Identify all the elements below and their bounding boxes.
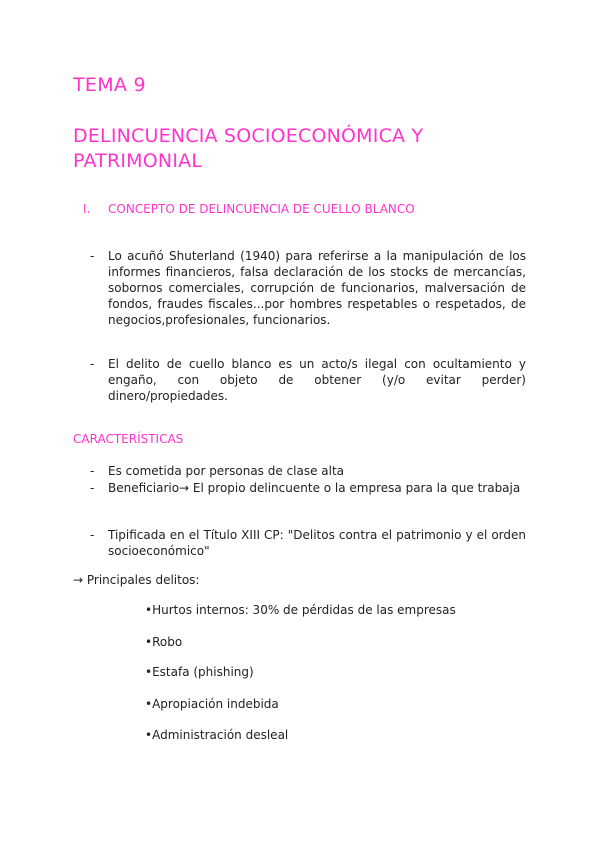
characteristic-text: Beneficiario→ El propio delincuente o la empresa para la que trabaja xyxy=(108,481,521,495)
characteristic-text: Tipificada en el Título XIII CP: "Delitos contra el patrimonio y el orden socioeconómico" xyxy=(108,528,526,558)
bullet-dash: - xyxy=(90,357,95,371)
crime-item: •Robo xyxy=(145,635,183,649)
crime-item: •Hurtos internos: 30% de pérdidas de las empresas xyxy=(145,603,456,617)
characteristic-item xyxy=(90,463,526,479)
concept-item xyxy=(90,248,526,328)
bullet-dash: - xyxy=(90,464,95,478)
concept-item-text: Lo acuñó Shuterland (1940) para referirse a la manipulación de los informes financieros, falsa declaración de los stocks de mercancías, sobornos comerciales, corrupción de funcionarios, malversación de fondos, fraudes fiscales...por hombres respetables o respetados, de negocios,profesionales, funcionarios. xyxy=(108,249,526,327)
concept-item xyxy=(90,356,526,404)
section-title: CONCEPTO DE DELINCUENCIA DE CUELLO BLANCO xyxy=(108,202,415,216)
crime-item: •Apropiación indebida xyxy=(145,697,279,711)
document-title: DELINCUENCIA SOCIOECONÓMICA Y PATRIMONIAL xyxy=(73,125,424,172)
section-heading xyxy=(83,201,415,217)
characteristic-text: Es cometida por personas de clase alta xyxy=(108,464,345,478)
bullet-dash: - xyxy=(90,481,95,495)
crimes-intro: → Principales delitos: xyxy=(73,573,200,587)
section-number: I. xyxy=(83,202,91,216)
tema-heading: TEMA 9 xyxy=(73,74,146,96)
bullet-dash: - xyxy=(90,528,95,542)
crime-item: •Administración desleal xyxy=(145,728,289,742)
crime-item: •Estafa (phishing) xyxy=(145,665,254,679)
characteristic-item xyxy=(90,527,526,559)
bullet-dash: - xyxy=(90,249,95,263)
characteristic-item xyxy=(90,480,526,496)
characteristics-heading: CARACTERÍSTICAS xyxy=(73,432,184,446)
concept-item-text: El delito de cuello blanco es un acto/s ilegal con ocultamiento y engaño, con objeto de obtener (y/o evitar perder) dinero/propiedades. xyxy=(108,357,526,403)
